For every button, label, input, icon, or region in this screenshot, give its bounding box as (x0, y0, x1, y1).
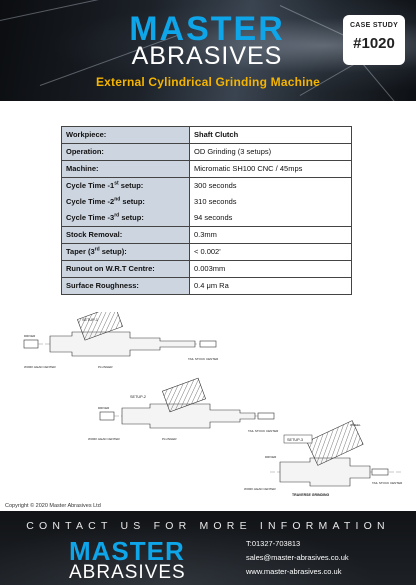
badge-label: CASE STUDY (349, 22, 399, 29)
driver-2 (100, 412, 114, 420)
cycle-value: 300 seconds (194, 181, 237, 190)
footer-logo-master: MASTER (69, 536, 185, 566)
label-workhead-2: WORK HEAD CENTER (88, 437, 120, 441)
label-workhead-1: WORK HEAD CENTER (24, 365, 56, 369)
contact-email-link[interactable]: sales@master-abrasives.co.uk (246, 553, 349, 562)
spec-value: Micromatic SH100 CNC / 45mps (190, 161, 352, 178)
label-workhead-3: WORK HEAD CENTER (244, 487, 276, 491)
label-driver-1: DRIVER (24, 334, 36, 338)
spec-value: 0.003mm (190, 261, 352, 278)
page-subtitle: External Cylindrical Grinding Machine (95, 75, 321, 89)
spec-label: Surface Roughness: (62, 278, 190, 295)
spec-label: Taper (3rd setup): (62, 244, 190, 261)
copyright-text: Copyright © 2020 Master Abrasives Ltd (5, 503, 101, 509)
table-row (62, 127, 352, 144)
badge-number: #1020 (353, 35, 395, 52)
label-driver-2: DRIVER (98, 406, 110, 410)
cycle-label: Cycle Time -2nd setup: (66, 196, 145, 206)
header-banner (0, 0, 416, 101)
label-setup-2: SETUP-2 (130, 395, 147, 399)
tail-center-2 (258, 413, 274, 419)
spec-label: Stock Removal: (62, 227, 190, 244)
label-driver-3: DRIVER (265, 455, 277, 459)
footer-banner (0, 511, 416, 585)
footer-logo-abrasives: ABRASIVES (69, 562, 186, 583)
label-setup-1: SETUP-1 (82, 318, 99, 322)
table-row (62, 244, 352, 261)
shaft-2 (122, 404, 255, 428)
label-tail-2: TAIL STOCK CENTER (248, 429, 279, 433)
setup-2-figure (88, 378, 279, 441)
contact-phone: T:01327-703813 (246, 539, 301, 548)
label-tail-3: TAIL STOCK CENTER (372, 481, 403, 485)
spec-value: 0.4 μm Ra (190, 278, 352, 295)
logo-master: MASTER (129, 10, 285, 48)
contact-title: CONTACT US FOR MORE INFORMATION (26, 520, 390, 532)
spec-table (61, 126, 352, 295)
table-row (62, 278, 352, 295)
contact-website-link[interactable]: www.master-abrasives.co.uk (246, 567, 342, 576)
tail-center-3 (372, 469, 388, 475)
cycle-time-values (190, 178, 352, 227)
spec-label: Runout on W.R.T Centre: (62, 261, 190, 278)
label-wheel: WHEEL (350, 423, 361, 427)
spec-label: Machine: (62, 161, 190, 178)
spec-value: < 0.002' (190, 244, 352, 261)
driver-1 (24, 340, 38, 348)
cycle-time-labels (62, 178, 190, 227)
table-row (62, 261, 352, 278)
cycle-label: Cycle Time -3rd setup: (66, 212, 144, 222)
label-plunger-2: PLUNGER (162, 437, 177, 441)
label-traverse: TRAVERSE GRINDING (292, 493, 330, 497)
setup-drawing (10, 312, 410, 508)
table-row (62, 227, 352, 244)
setup-1-figure (24, 312, 219, 369)
cycle-value: 94 seconds (194, 213, 233, 222)
case-study-badge (343, 15, 405, 65)
spec-label: Operation: (62, 144, 190, 161)
label-setup-3: SETUP-3 (287, 438, 304, 442)
shaft-1 (50, 332, 195, 356)
label-plunger-1: PLUNGER (98, 365, 113, 369)
table-row (62, 178, 352, 227)
cycle-value: 310 seconds (194, 197, 237, 206)
logo-abrasives: ABRASIVES (131, 42, 283, 70)
label-tail-1: TAIL STOCK CENTER (188, 357, 219, 361)
spec-value: OD Grinding (3 setups) (190, 144, 352, 161)
tail-center-1 (200, 341, 216, 347)
table-row (62, 161, 352, 178)
spec-label: Workpiece: (62, 127, 190, 144)
spec-value: 0.3mm (190, 227, 352, 244)
cycle-label: Cycle Time -1st setup: (66, 180, 144, 190)
spec-value: Shaft Clutch (190, 127, 352, 144)
decor-streak (0, 0, 117, 21)
table-row (62, 144, 352, 161)
